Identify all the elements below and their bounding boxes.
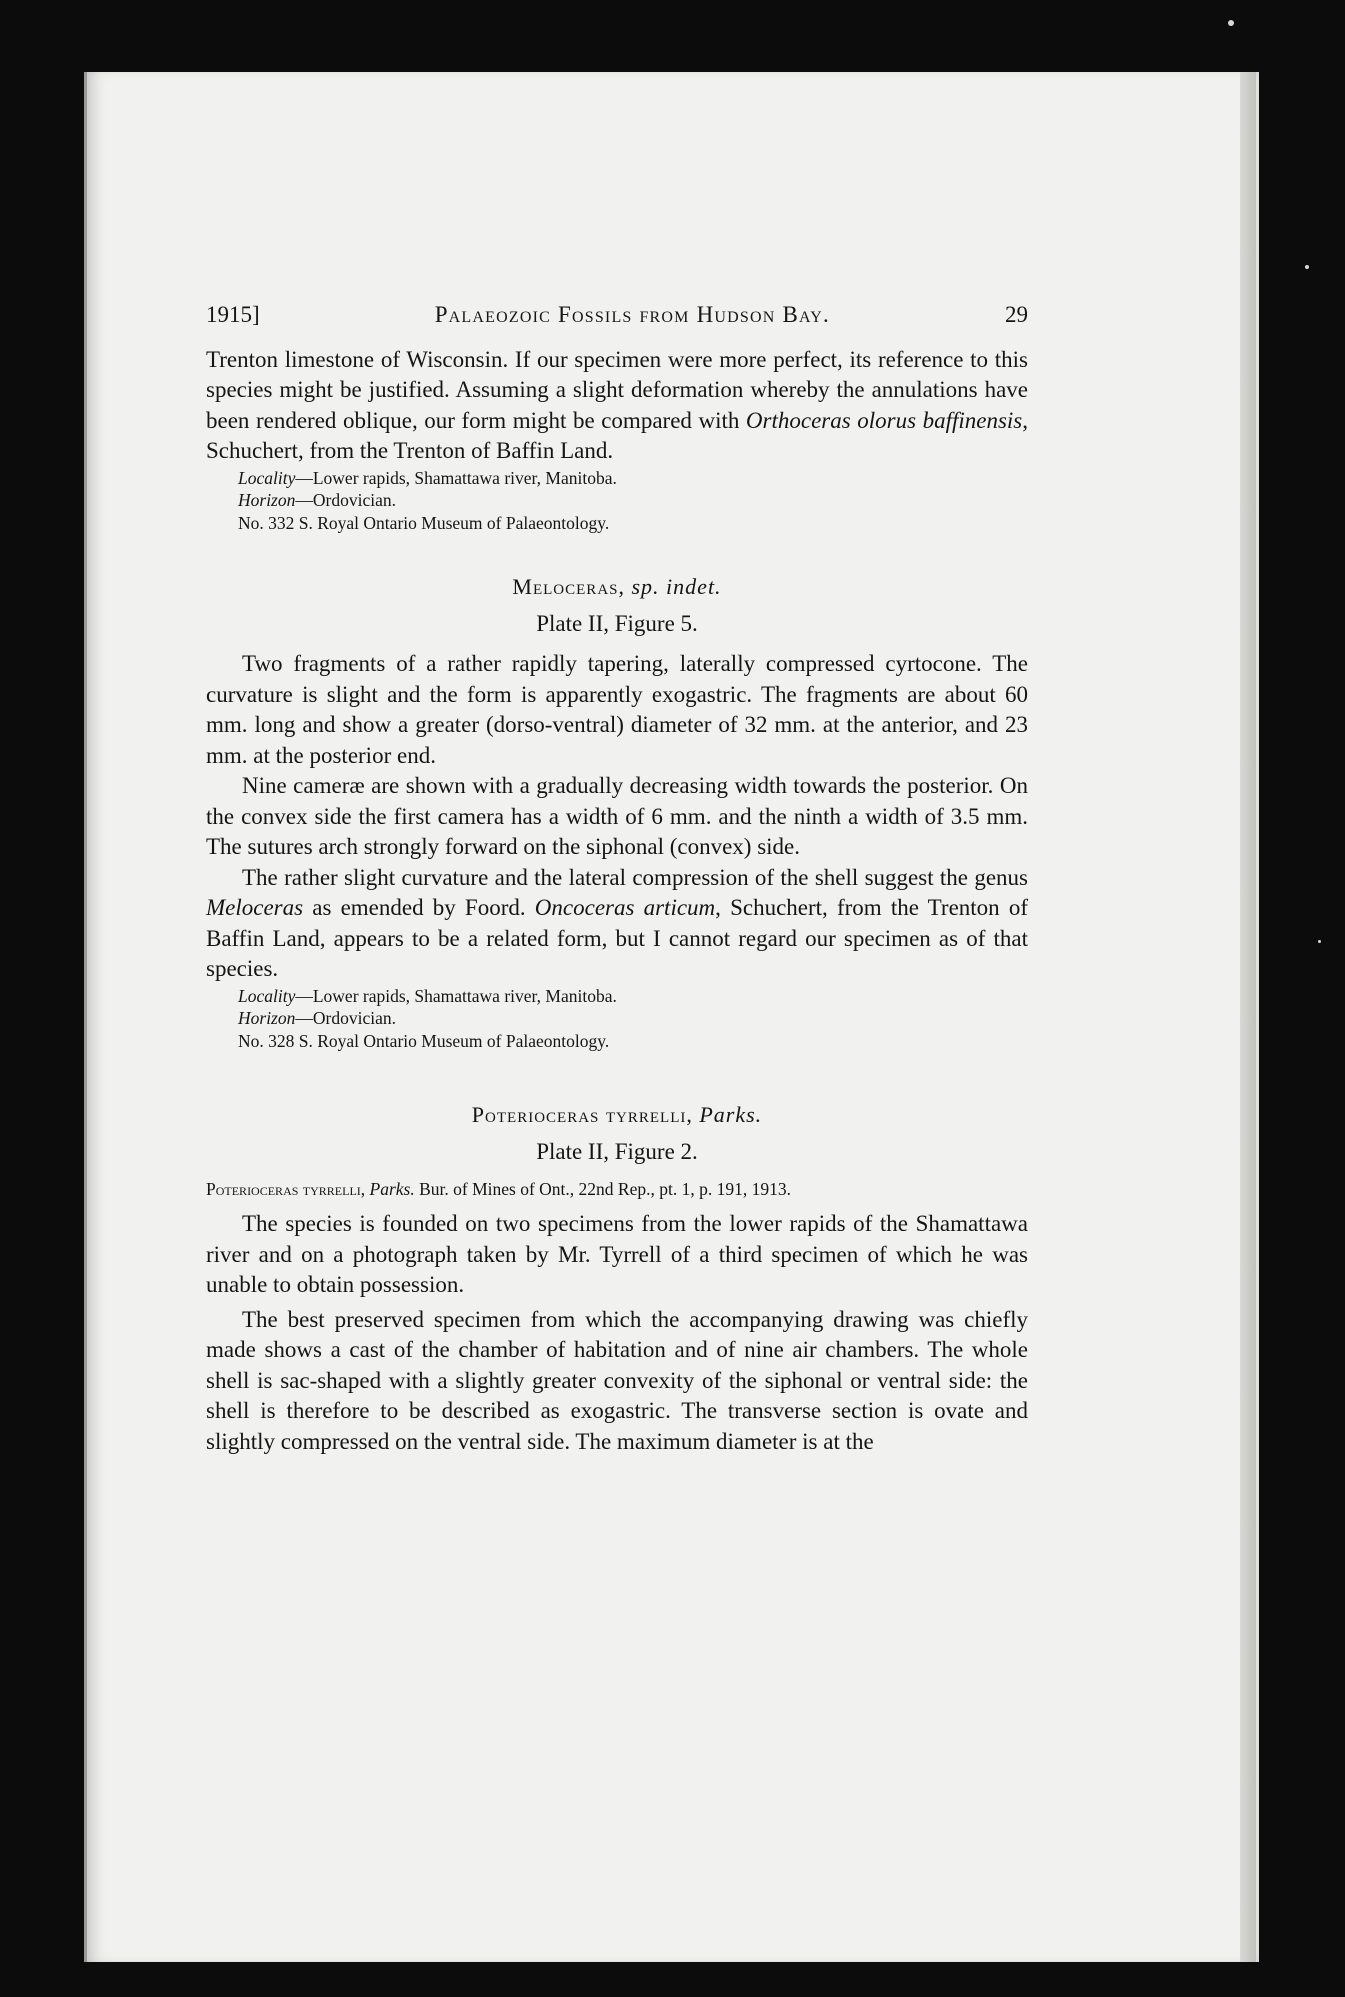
scan-speck	[1228, 20, 1234, 26]
page-number: 29	[1005, 302, 1028, 327]
section-heading-poterioceras: Poterioceras tyrrelli, Parks.	[471, 1102, 763, 1127]
plate-reference-meloceras: Plate II, Figure 5.	[536, 610, 698, 636]
intro-paragraph: Trenton limestone of Wisconsin. If our specimen were more perfect, its reference to this species might be justified. Assuming a slight deformation whereby the annulations have been rendered oblique, our form might be compared with Orthoceras olorus baffinensis, Schuchert, from the Trenton of Baffin Land.	[206, 346, 1028, 463]
poterioceras-paragraph-2: The best preserved specimen from which the accompanying drawing was chiefly made shows a cast of the chamber of habitation and of nine air chambers. The whole shell is sac-shaped with a slightly greater convexity of the siphonal or ventral side: the shell is therefore to be described as exogastric. The transverse section is ovate and slightly compressed on the ventral side. The maximum diameter is at the	[206, 1306, 1028, 1454]
running-header	[206, 300, 1028, 331]
intro-locality: Locality—Lower rapids, Shamattawa river, Manitoba.	[238, 467, 617, 488]
intro-horizon: Horizon—Ordovician.	[238, 490, 396, 510]
meloceras-horizon: Horizon—Ordovician.	[238, 1008, 396, 1028]
header-year: 1915]	[206, 302, 260, 327]
meloceras-paragraph-3: The rather slight curvature and the lateral compression of the shell suggest the genus Meloceras as emended by Foord. Oncoceras articum, Schuchert, from the Trenton of Baffin Land, appears to be a related form, but I cannot regard our specimen as of that species.	[206, 864, 1029, 981]
header-title: Palaeozoic Fossils from Hudson Bay.	[434, 302, 830, 327]
synonymy-citation: Poterioceras tyrrelli, Parks. Bur. of Mines of Ont., 22nd Rep., pt. 1, p. 191, 1913.	[206, 1179, 791, 1199]
poterioceras-paragraph-1: The species is founded on two specimens from the lower rapids of the Shamattawa river and on a photograph taken by Mr. Tyrrell of a third specimen of which he was unable to obtain possession.	[206, 1211, 1028, 1297]
plate-reference-poterioceras: Plate II, Figure 2.	[536, 1138, 698, 1164]
page-edge	[1240, 72, 1256, 1962]
meloceras-paragraph-2: Nine cameræ are shown with a gradually decreasing width towards the posterior. On the convex side the first camera has a width of 6 mm. and the ninth a width of 3.5 mm. The sutures arch strongly forward on the siphonal (convex) side.	[206, 773, 1028, 859]
intro-number: No. 332 S. Royal Ontario Museum of Palaeontology.	[238, 512, 610, 533]
page-text	[206, 300, 1028, 1457]
scan-speck	[1305, 265, 1309, 269]
meloceras-number: No. 328 S. Royal Ontario Museum of Palaeontology.	[238, 1030, 610, 1051]
scan-speck	[1318, 940, 1321, 943]
meloceras-locality: Locality—Lower rapids, Shamattawa river, Manitoba.	[238, 985, 617, 1006]
meloceras-paragraph-1: Two fragments of a rather rapidly tapering, laterally compressed cyrtocone. The curvature is slight and the form is apparently exogastric. The fragments are about 60 mm. long and show a greater (dorso-ventral) diameter of 32 mm. at the anterior, and 23 mm. at the posterior end.	[206, 651, 1028, 768]
section-heading-meloceras: Meloceras, sp. indet.	[512, 574, 722, 599]
